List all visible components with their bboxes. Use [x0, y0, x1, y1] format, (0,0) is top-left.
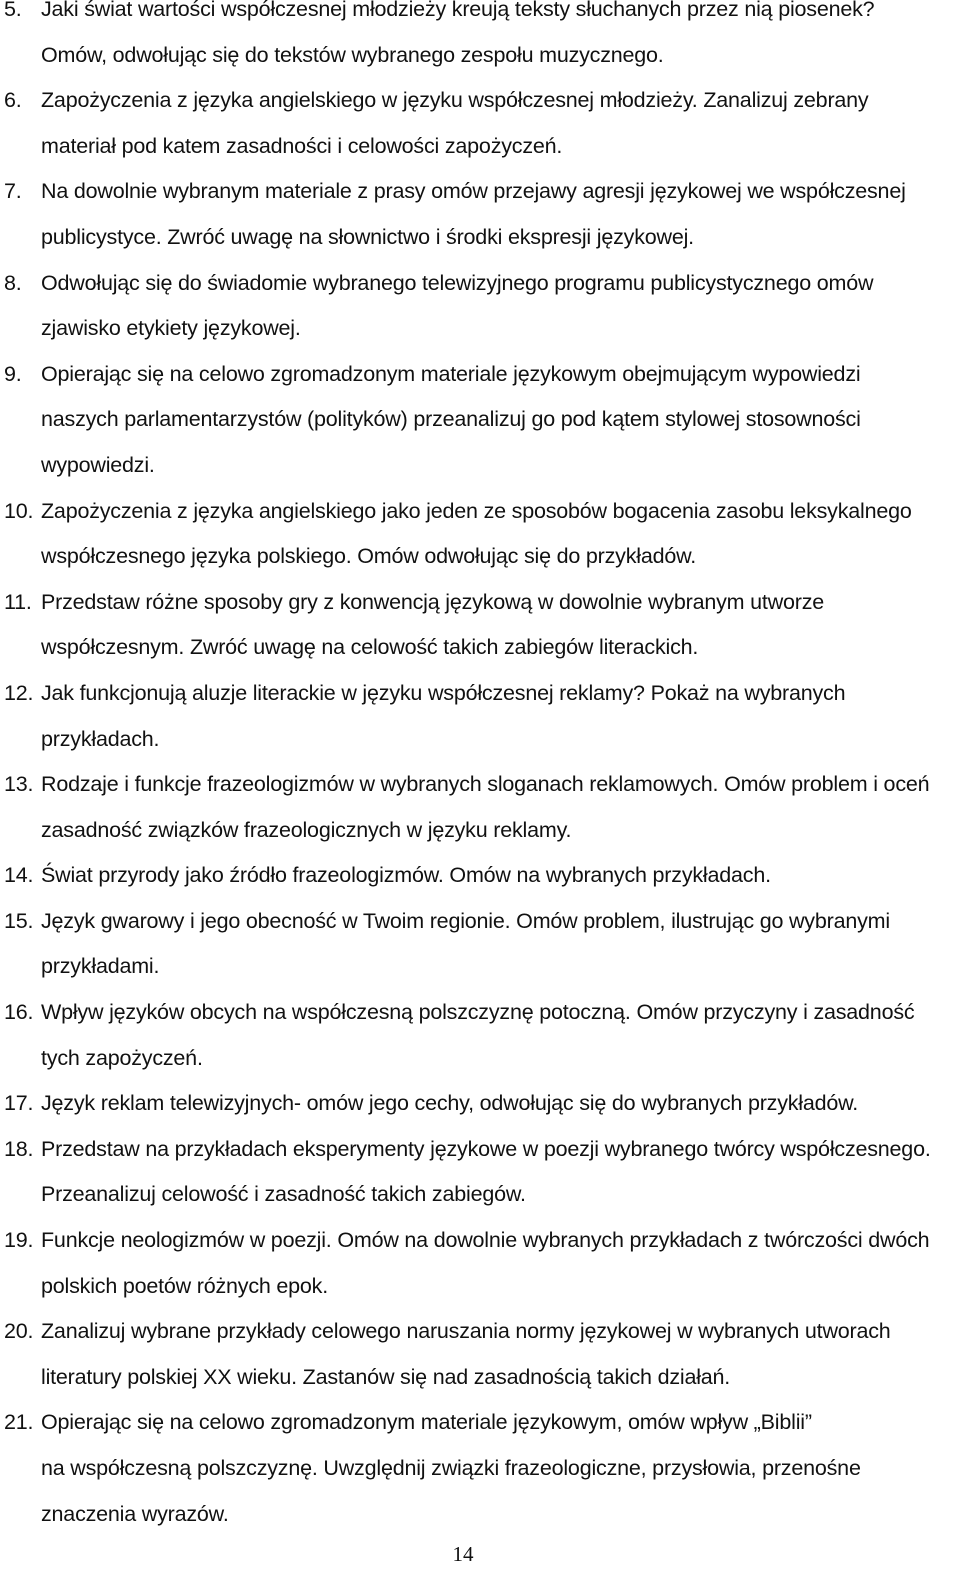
- topic-text-line: Zanalizuj wybrane przykłady celowego naruszania normy językowej w wybranych utworach: [41, 1319, 891, 1344]
- page-number: 14: [452, 1542, 474, 1566]
- topic-item: [0, 1127, 960, 1218]
- topic-item: [0, 352, 960, 489]
- topic-text-line: Zapożyczenia z języka angielskiego jako jeden ze sposobów bogacenia zasobu leksykalnego: [41, 498, 912, 523]
- topic-text-line: Przedstaw na przykładach eksperymenty językowe w poezji wybranego twórcy współczesnego.: [41, 1136, 931, 1161]
- topic-item: [0, 261, 960, 352]
- topic-text-line: Język reklam telewizyjnych- omów jego cechy, odwołując się do wybranych przykładów.: [41, 1091, 859, 1116]
- topic-item: [0, 1309, 960, 1400]
- topic-text-line: przykładami.: [41, 954, 160, 979]
- topic-text-line: znaczenia wyrazów.: [41, 1501, 229, 1526]
- topic-text-line: na współczesną polszczyznę. Uwzględnij związki frazeologiczne, przysłowia, przenośne: [41, 1456, 861, 1480]
- topic-item: [0, 762, 960, 853]
- topic-item: [0, 580, 960, 671]
- topic-text-line: publicystyce. Zwróć uwagę na słownictwo i środki ekspresji językowej.: [41, 224, 694, 249]
- topic-number: 9.: [4, 361, 22, 386]
- topic-number: 21.: [4, 1410, 34, 1435]
- topic-number: 16.: [4, 1000, 34, 1025]
- topic-item: [0, 169, 960, 260]
- topic-number: 10.: [4, 498, 34, 523]
- topic-text-line: przykładach.: [41, 726, 160, 751]
- topic-text-line: współczesnego języka polskiego. Omów odwołując się do przykładów.: [41, 544, 697, 569]
- topic-number: 15.: [4, 908, 34, 933]
- topic-number: 14.: [4, 863, 34, 888]
- topic-text-line: Na dowolnie wybranym materiale z prasy omów przejawy agresji językowej we współczesnej: [41, 179, 906, 204]
- topic-number: 19.: [4, 1228, 34, 1253]
- topic-item: [0, 853, 960, 899]
- topic-number: 11.: [4, 589, 32, 614]
- topic-text-line: Przedstaw różne sposoby gry z konwencją językową w dowolnie wybranym utworze: [41, 589, 825, 614]
- topic-text-line: Rodzaje i funkcje frazeologizmów w wybranych sloganach reklamowych. Omów problem i oceń: [41, 772, 930, 797]
- topic-text-line: Opierając się na celowo zgromadzonym materiale językowym, omów wpływ „Biblii”: [41, 1410, 812, 1435]
- topic-text-line: literatury polskiej XX wieku. Zastanów się nad zasadnością takich działań.: [41, 1364, 731, 1389]
- topic-text-line: naszych parlamentarzystów (polityków) przeanalizuj go pod kątem stylowej stosowności: [41, 407, 861, 432]
- topic-text-line: zasadność związków frazeologicznych w języku reklamy.: [41, 817, 572, 842]
- topic-text-line: Omów, odwołując się do tekstów wybranego zespołu muzycznego.: [41, 42, 664, 67]
- topic-text-line: materiał pod katem zasadności i celowości zapożyczeń.: [41, 133, 563, 158]
- topic-number: 13.: [4, 772, 34, 797]
- topic-text-line: wypowiedzi.: [41, 452, 155, 477]
- topic-text-line: Funkcje neologizmów w poezji. Omów na dowolnie wybranych przykładach z twórczości dwóch: [41, 1228, 930, 1253]
- topic-text-line: Zapożyczenia z języka angielskiego w języku współczesnej młodzieży. Zanalizuj zebrany: [41, 88, 869, 113]
- topic-text-line: polskich poetów różnych epok.: [41, 1273, 329, 1298]
- topic-text-line: Świat przyrody jako źródło frazeologizmów. Omów na wybranych przykładach.: [41, 863, 771, 888]
- topic-number: 5.: [4, 0, 22, 21]
- topic-number: 18.: [4, 1136, 34, 1161]
- topic-text-line: Odwołując się do świadomie wybranego telewizyjnego programu publicystycznego omów: [41, 270, 874, 295]
- topic-text-line: zjawisko etykiety językowej.: [41, 316, 301, 341]
- topic-item: [0, 489, 960, 580]
- topic-item: [0, 78, 960, 169]
- topic-text-line: Jak funkcjonują aluzje literackie w języku współczesnej reklamy? Pokaż na wybranych: [41, 680, 846, 705]
- topic-text-line: Język gwarowy i jego obecność w Twoim regionie. Omów problem, ilustrując go wybranymi: [41, 908, 890, 933]
- topic-text-line: Przeanalizuj celowość i zasadność takich zabiegów.: [41, 1182, 526, 1207]
- topic-number: 12.: [4, 680, 34, 705]
- topic-item: [0, 1400, 960, 1537]
- topic-item: [0, 671, 960, 762]
- topic-text-line: Jaki świat wartości współczesnej młodzieży kreują teksty słuchanych przez nią piosenek?: [41, 0, 875, 21]
- topic-item: [0, 899, 960, 990]
- topic-text-line: tych zapożyczeń.: [41, 1045, 203, 1070]
- topic-number: 17.: [4, 1091, 34, 1116]
- topic-item: [0, 990, 960, 1081]
- topic-number: 6.: [4, 88, 22, 113]
- topic-text-line: Wpływ języków obcych na współczesną polszczyznę potoczną. Omów przyczyny i zasadność: [41, 1000, 915, 1025]
- topic-item: [0, 1218, 960, 1309]
- topic-number: 8.: [4, 270, 22, 295]
- topic-text-line: Opierając się na celowo zgromadzonym materiale językowym obejmującym wypowiedzi: [41, 361, 861, 386]
- topic-item: [0, 1081, 960, 1127]
- topic-number: 7.: [4, 179, 22, 204]
- topic-item: [0, 0, 960, 78]
- topic-number: 20.: [4, 1319, 34, 1344]
- topic-text-line: współczesnym. Zwróć uwagę na celowość takich zabiegów literackich.: [41, 635, 699, 660]
